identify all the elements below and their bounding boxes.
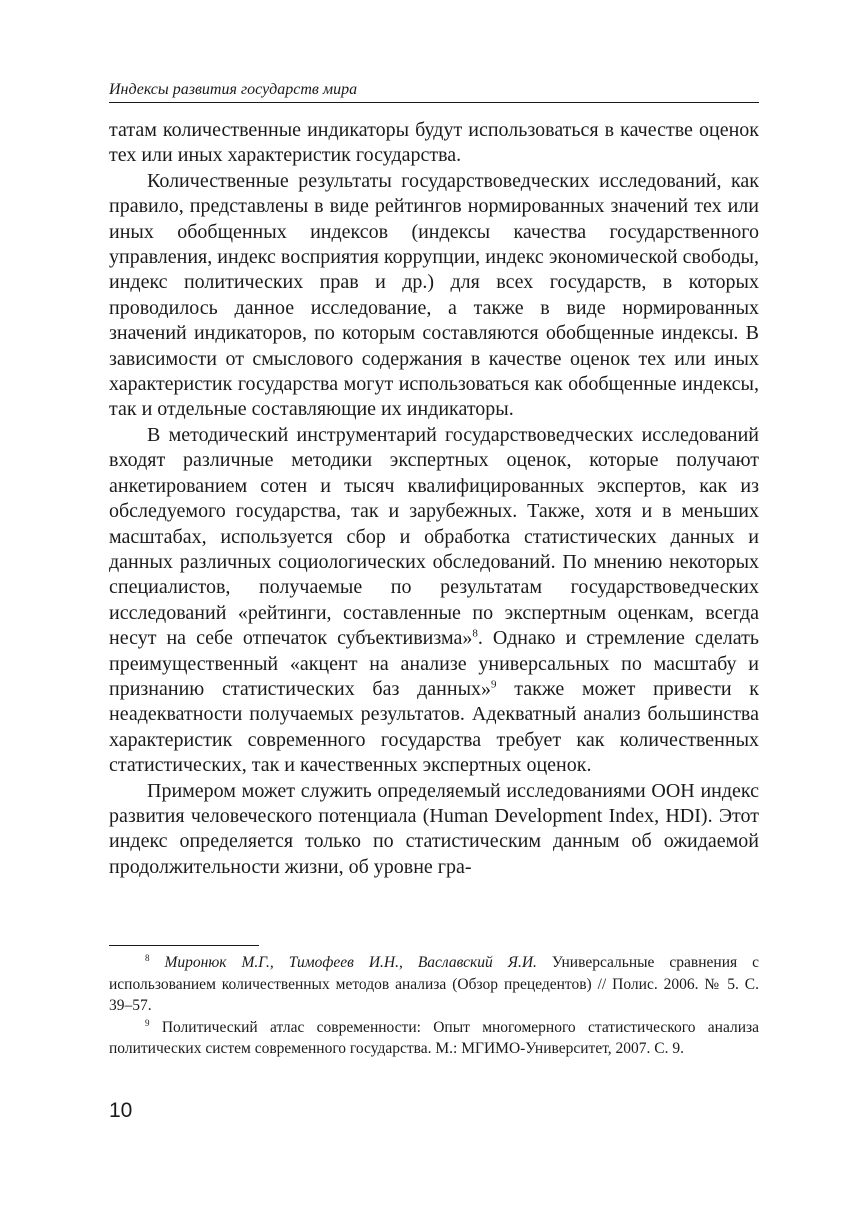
footnote-9-number: 9: [145, 1017, 150, 1028]
paragraph-4: Примером может служить определяемый исследованиями ООН индекс развития человеческого потенциала (Human Development Index, HDI). Этот индекс определяется только по статистическим данным об ожидаемой продолжительности жизни, об уровне гра-: [109, 779, 759, 878]
footnote-ref-9[interactable]: 9: [491, 678, 497, 691]
footnote-8: [109, 952, 759, 1017]
footnote-separator: [109, 945, 259, 946]
paragraph-2: Количественные результаты государствоведческих исследований, как правило, представлены в виде рейтингов нормированных значений тех или иных обобщенных индексов (индексы качества государственного управления, индекс восприятия коррупции, индекс экономической свободы, индекс политических прав и др.) для всех государств, в которых проводилось данное исследование, а также в виде нормированных значений индикаторов, по которым составляются обобщенные индексы. В зависимости от смыслового содержания в качестве оценок тех или иных характеристик государства могут использоваться как обобщенные индексы, так и отдельные составляющие их индикаторы.: [109, 169, 759, 421]
paragraph-3-part-2: . Однако и стремление сделать преимущественный «акцент на анализе универсальных по масштабу и признанию статистических баз данных»: [109, 627, 759, 700]
paragraph-3-part-1: В методический инструментарий государствоведческих исследований входят различные методики экспертных оценок, которые получают анкетированием сотен и тысяч квалифицированных экспертов, как из обследуемого государства, так и зарубежных. Также, хотя и в меньших масштабах, используется сбор и обработка статистических данных и данных различных социологических обследований. По мнению некоторых специалистов, получаемые по результатам государствоведческих исследований «рейтинги, составленные по экспертным оценкам, всегда несут на себе отпечаток субъективизма»: [109, 423, 759, 650]
footnotes: [109, 952, 759, 1060]
footnote-ref-8[interactable]: 8: [472, 627, 478, 640]
footnote-9: [109, 1017, 759, 1060]
running-head: Индексы развития государств мира: [109, 80, 759, 103]
page-number: 10: [109, 1099, 133, 1122]
footnote-9-text: Политический атлас современности: Опыт многомерного статистического анализа политических систем современного государства. М.: МГИМО-Университет, 2007. С. 9.: [109, 1018, 760, 1057]
main-text: [109, 118, 759, 880]
paragraph-1: татам количественные индикаторы будут использоваться в качестве оценок тех или иных характеристик государства.: [109, 119, 759, 167]
footnote-8-authors: Миронюк М.Г., Тимофеев И.Н., Ваславский Я.И.: [164, 954, 537, 971]
paragraph-3: [109, 423, 759, 779]
footnote-8-number: 8: [145, 952, 150, 963]
paragraph-3-part-3: также может привести к неадекватности получаемых результатов. Адекватный анализ большинства характеристик современного государства требует как количественных статистических, так и качественных экспертных оценок.: [109, 677, 759, 777]
footnote-8-text: Универсальные сравнения с использованием количественных методов анализа (Обзор прецедентов) // Полис. 2006. № 5. С. 39–57.: [109, 954, 760, 1014]
